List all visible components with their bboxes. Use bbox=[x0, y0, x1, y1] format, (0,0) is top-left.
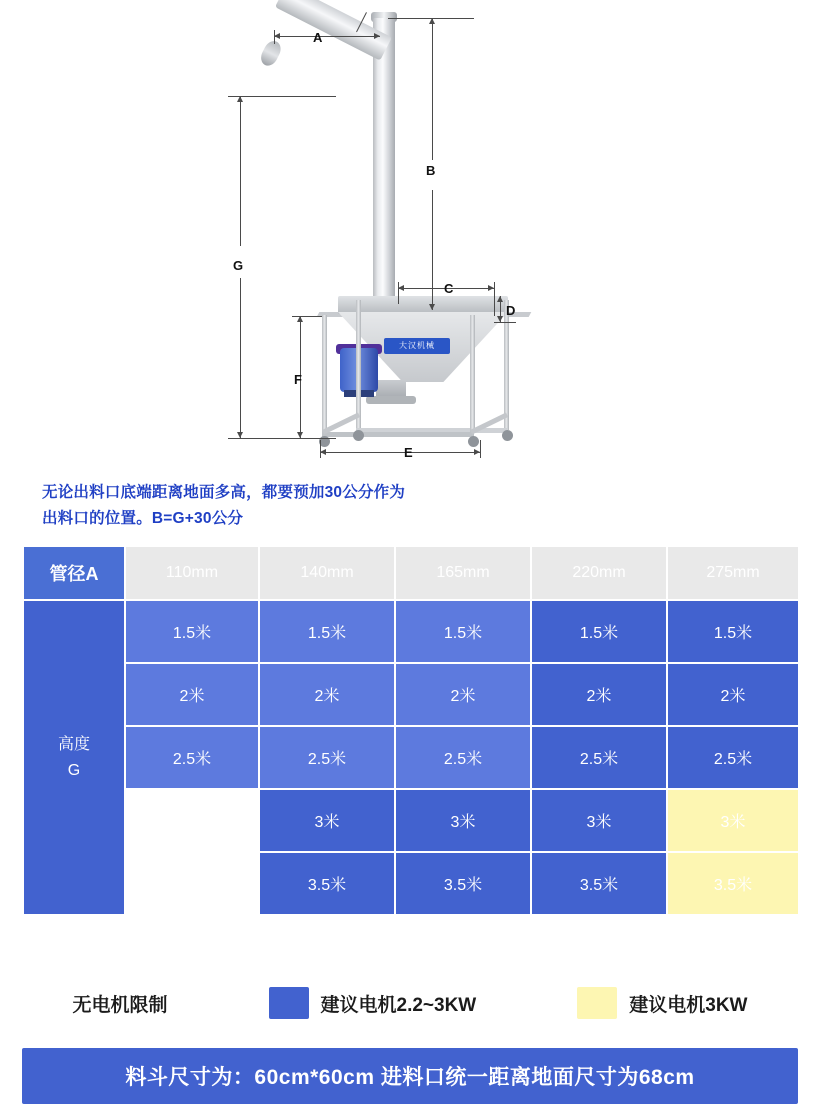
cell-275-1_5: 1.5米 bbox=[667, 600, 799, 663]
cell-275-2: 2米 bbox=[667, 663, 799, 726]
dim-line-b-lower bbox=[432, 190, 433, 310]
spec-table bbox=[22, 545, 800, 916]
dim-arrow-d-top bbox=[497, 296, 503, 302]
installation-note bbox=[42, 480, 562, 532]
vertical-conveyor-tube bbox=[373, 18, 395, 300]
cell-110-2_5: 2.5米 bbox=[125, 726, 259, 789]
cell-220-3: 3米 bbox=[531, 789, 667, 852]
cell-140-2_5: 2.5米 bbox=[259, 726, 395, 789]
dim-label-a: A bbox=[313, 30, 323, 45]
frame-leg-front-right bbox=[470, 315, 475, 433]
legend-swatch-blue bbox=[269, 987, 309, 1019]
dim-label-f: F bbox=[294, 372, 302, 387]
table-row bbox=[23, 726, 799, 789]
dim-label-g: G bbox=[233, 258, 244, 273]
table-row bbox=[23, 789, 799, 852]
table-row bbox=[23, 600, 799, 663]
dim-arrow-b-top bbox=[429, 18, 435, 24]
dim-arrow-g-top bbox=[237, 96, 243, 102]
dim-label-e: E bbox=[404, 445, 413, 460]
legend-label-no-limit: 无电机限制 bbox=[72, 994, 168, 1016]
cell-165-2_5: 2.5米 bbox=[395, 726, 531, 789]
row-header-line-2: G bbox=[67, 761, 81, 779]
dim-tick-c-right bbox=[494, 282, 495, 316]
header-220mm: 220mm bbox=[531, 546, 667, 600]
table-header-row bbox=[23, 546, 799, 600]
cell-140-2: 2米 bbox=[259, 663, 395, 726]
table-row bbox=[23, 852, 799, 915]
dim-tick-e-left bbox=[320, 440, 321, 458]
legend-label-motor-3kw: 建议电机3KW bbox=[629, 994, 748, 1016]
cell-275-3_5: 3.5米 bbox=[667, 852, 799, 915]
note-line-1: 无论出料口底端距离地面多高，都要预加30公分作为 bbox=[42, 484, 406, 501]
dim-line-b-upper bbox=[432, 18, 433, 160]
dim-label-c: C bbox=[444, 281, 454, 296]
frame-leg-rear-right bbox=[504, 300, 509, 430]
cell-110-2: 2米 bbox=[125, 663, 259, 726]
note-line-2: 出料口的位置。B=G+30公分 bbox=[42, 510, 244, 527]
caster-wheel bbox=[353, 430, 364, 441]
spec-table-wrapper bbox=[22, 545, 798, 916]
row-header-line-1: 高度 bbox=[57, 735, 90, 753]
legend-item-no-motor-limit bbox=[73, 990, 168, 1017]
dim-arrow-f-bottom bbox=[297, 432, 303, 438]
dim-line-e bbox=[320, 452, 480, 453]
header-140mm: 140mm bbox=[259, 546, 395, 600]
cell-140-3_5: 3.5米 bbox=[259, 852, 395, 915]
header-275mm: 275mm bbox=[667, 546, 799, 600]
dim-line-g-lower bbox=[240, 278, 241, 438]
legend-item-motor-2_2-3kw bbox=[269, 987, 477, 1019]
dim-ref-line-g-top bbox=[228, 96, 336, 97]
dim-line-g-upper bbox=[240, 96, 241, 246]
footer-bar bbox=[22, 1048, 798, 1104]
legend-label-motor-2_2-3kw: 建议电机2.2~3KW bbox=[320, 994, 477, 1016]
dim-line-a bbox=[274, 36, 380, 37]
cell-140-3: 3米 bbox=[259, 789, 395, 852]
dim-tick-c-left bbox=[398, 282, 399, 304]
dim-tick-a-left bbox=[274, 30, 275, 44]
cell-275-2_5: 2.5米 bbox=[667, 726, 799, 789]
footer-text: 料斗尺寸为：60cm*60cm 进料口统一距离地面尺寸为68cm bbox=[125, 1066, 695, 1089]
cell-220-2_5: 2.5米 bbox=[531, 726, 667, 789]
dim-label-b: B bbox=[426, 163, 436, 178]
cell-220-2: 2米 bbox=[531, 663, 667, 726]
header-110mm: 110mm bbox=[125, 546, 259, 600]
cell-110-3 bbox=[125, 789, 259, 852]
caster-wheel bbox=[502, 430, 513, 441]
header-pipe-diameter: 管径A bbox=[23, 546, 125, 600]
dim-ref-line-d bbox=[494, 322, 516, 323]
table-row bbox=[23, 663, 799, 726]
cell-140-1_5: 1.5米 bbox=[259, 600, 395, 663]
dim-ref-line-g-bottom bbox=[228, 438, 336, 439]
cell-165-2: 2米 bbox=[395, 663, 531, 726]
hopper-flange bbox=[366, 396, 416, 404]
cell-220-3_5: 3.5米 bbox=[531, 852, 667, 915]
legend-swatch-yellow bbox=[577, 987, 617, 1019]
cell-165-3_5: 3.5米 bbox=[395, 852, 531, 915]
chute-end-cap bbox=[258, 38, 284, 68]
product-diagram bbox=[0, 0, 820, 460]
cell-110-1_5: 1.5米 bbox=[125, 600, 259, 663]
cell-165-3: 3米 bbox=[395, 789, 531, 852]
dim-arrow-a-right bbox=[374, 33, 380, 39]
legend-item-motor-3kw bbox=[577, 987, 747, 1019]
frame-leg-front-left bbox=[322, 315, 327, 433]
dim-label-d: D bbox=[506, 303, 516, 318]
caster-wheel bbox=[468, 436, 479, 447]
legend bbox=[22, 975, 798, 1031]
cell-110-3_5 bbox=[125, 852, 259, 915]
header-165mm: 165mm bbox=[395, 546, 531, 600]
dim-arrow-b-bottom bbox=[429, 304, 435, 310]
inclined-discharge-chute bbox=[275, 0, 392, 61]
dim-tick-e-right bbox=[480, 440, 481, 458]
hopper-top-rim bbox=[338, 296, 508, 314]
cell-275-3: 3米 bbox=[667, 789, 799, 852]
frame-bottom-rail-front bbox=[322, 432, 474, 437]
dim-ref-line-f-top bbox=[292, 316, 322, 317]
row-header-height-g bbox=[23, 600, 125, 915]
cell-220-1_5: 1.5米 bbox=[531, 600, 667, 663]
frame-leg-rear-left bbox=[356, 300, 361, 430]
cell-165-1_5: 1.5米 bbox=[395, 600, 531, 663]
brand-label: 大汉机械 bbox=[384, 338, 450, 354]
